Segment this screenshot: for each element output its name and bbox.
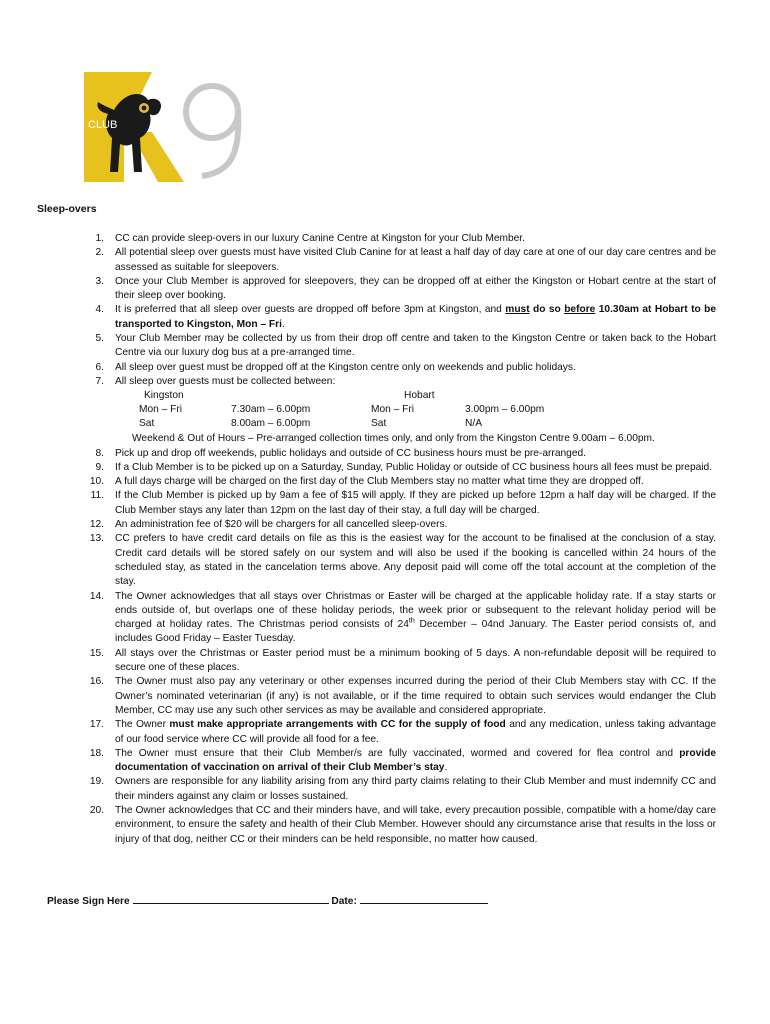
list-item: 18. The Owner must ensure that their Club Member/s are fully vaccinated, wormed and covered for flea control and provide documentation of vaccination on arrival of their Club Member’s stay. [89,747,716,774]
list-item: 13. CC prefers to have credit card details on file as this is the easiest way for the account to be finalised at the conclusion of a stay. Credit card details will be stored safely on our system and will also be used if the booking is cancelled within 24 hours of the scheduled stay, as stated in the cancelation terms above. Any deposit paid will come off the total account at the completion of the stay. [89,533,716,588]
signature-line[interactable] [133,894,329,904]
kingston-label: Kingston [144,390,184,402]
list-item: 9. If a Club Member is to be picked up on a Saturday, Sunday, Public Holiday or outside of CC business hours all fees must be prepaid. [95,461,713,473]
sign-label: Please Sign Here [47,896,130,907]
list-item: 7. All sleep over guests must be collected between: [95,375,336,387]
club-k9-logo-graphic [84,72,254,182]
list-item: 15. All stays over the Christmas or Easter period must be a minimum booking of 5 days. A non-refundable deposit will be required to secure one of these places. [89,647,716,674]
list-item: 10. A full days charge will be charged on the first day of the Club Members stay no matter what time they are dropped off. [89,476,644,488]
schedule-cell: Sat [139,418,155,430]
schedule-cell: 7.30am – 6.00pm [231,404,311,416]
nine-glyph [186,86,238,176]
list-item: 1. CC can provide sleep-overs in our luxury Canine Centre at Kingston for your Club Member. [95,233,525,244]
list-item: 17. The Owner must make appropriate arrangements with CC for the supply of food and any medication, unless taking advantage of our food service where CC will provide all food for a fee. [89,719,716,745]
list-item: 16. The Owner must also pay any veterinary or other expenses incurred during the period of their Club Members stay with CC. If the Owner’s nominated veterinarian (if any) is not available, or if the time required to obtain such services would endanger the Club Member, CC may use any such other services as may be available and considered appropriate. [89,676,716,716]
list-item: 4. It is preferred that all sleep over guests are dropped off before 3pm at Kingston, and must do so before 10.30am at Hobart to be transported to Kingston, Mon – Fri. [95,304,716,330]
signature-row [47,894,488,907]
logo-club-text: CLUB [88,119,118,131]
list-item: 11. If the Club Member is picked up by 9am a fee of $15 will apply. If they are picked up before 12pm a half day will be charged. If the Club Member stays any later than 12pm on the last day of their stay, a full day will be charged. [90,490,716,516]
list-item: 5. Your Club Member may be collected by us from their drop off centre and taken to the Kingston Centre or taken back to the Hobart Centre via our luxury dog bus at a pre-arranged time. [95,333,716,359]
list-item: 14. The Owner acknowledges that all stays over Christmas or Easter will be charged at the applicable holiday rate. If a stay starts or ends outside of, but overlaps one of these holiday periods, the week prior or subsequent to the relevant holiday period will be charged at holiday rates. The Christmas period consists of 24th December – 04nd January. The Easter period consists of, and includes Good Friday – Easter Tuesday. [89,590,717,645]
out-of-hours-note: Weekend & Out of Hours – Pre-arranged collection times only, and only from the Kingston Centre 9.00am – 6.00pm. [132,433,655,445]
terms-list [84,232,716,847]
list-item: 2. All potential sleep over guests must have visited Club Canine for at least a half day of day care at one of our day care centres and be assessed as suitable for sleepovers. [95,247,716,273]
list-item: 6. All sleep over guest must be dropped off at the Kingston centre only on weekends and public holidays. [95,361,576,373]
schedule-cell: Sat [371,418,387,430]
list-item: 20. The Owner acknowledges that CC and their minders have, and will take, every precaution possible, compatible with a home/day care environment, to ensure the safety and health of their Club Member. However should any circumstance arise that results in the loss or injury of that dog, neither CC or their minders can be held responsible, no matter how caused. [89,804,716,845]
list-item: 19. Owners are responsible for any liability arising from any third party claims relating to their Club Member and must indemnify CC and their minders against any claim or losses sustained. [89,776,716,802]
schedule-cell: 3.00pm – 6.00pm [465,404,545,416]
schedule-cell: 8.00am – 6.00pm [231,418,311,430]
list-item: 8. Pick up and drop off weekends, public holidays and outside of CC business hours must be pre-arranged. [95,447,586,459]
date-line[interactable] [360,894,488,904]
section-heading: Sleep-overs [37,203,97,215]
hobart-label: Hobart [404,390,435,402]
list-item: 12. An administration fee of $20 will be chargers for all cancelled sleep-overs. [89,519,448,531]
club-k9-logo [84,72,254,182]
date-label: Date: [331,896,357,907]
collection-schedule [84,389,716,432]
schedule-cell: Mon – Fri [371,404,415,416]
schedule-cell: N/A [465,418,482,430]
schedule-cell: Mon – Fri [139,404,183,416]
list-item: 3. Once your Club Member is approved for sleepovers, they can be dropped off at either the Kingston or Hobart centre at the start of their sleep over booking. [95,275,716,302]
